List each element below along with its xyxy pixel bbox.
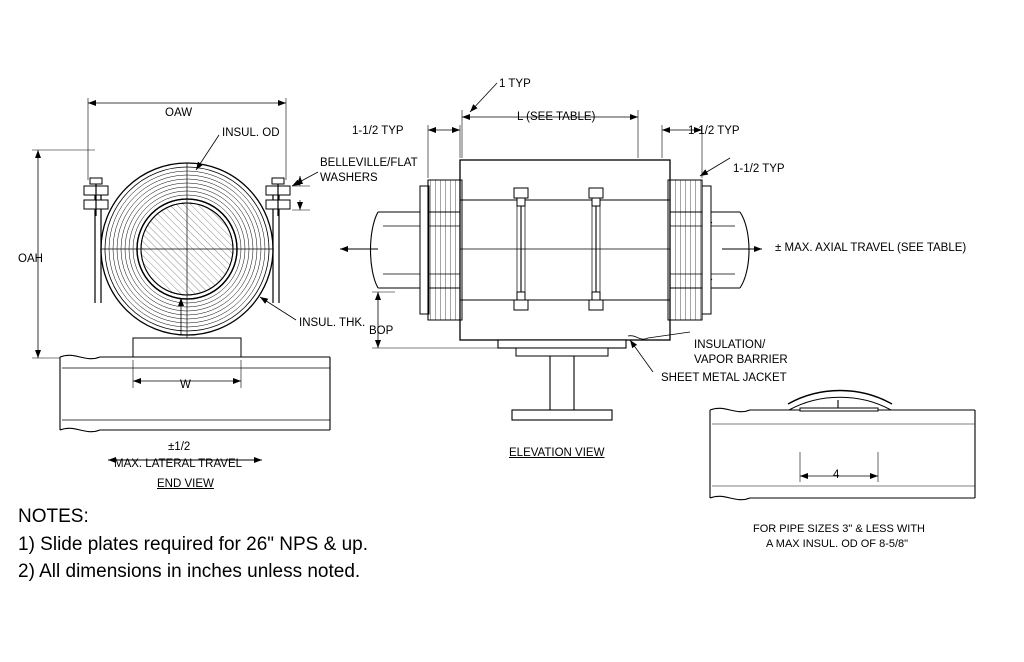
title-elevation-view: ELEVATION VIEW — [509, 447, 605, 459]
notes-item-2: 2) All dimensions in inches unless noted. — [18, 561, 361, 582]
label-sheet-metal-jacket: SHEET METAL JACKET — [661, 372, 787, 384]
label-lateral-travel: MAX. LATERAL TRAVEL — [114, 458, 243, 470]
detail-note-line-2: A MAX INSUL. OD OF 8-5/8" — [766, 538, 909, 550]
dimension-bop: BOP — [369, 325, 394, 337]
notes-heading: NOTES: — [18, 506, 89, 527]
label-insul-od: INSUL. OD — [222, 127, 280, 139]
notes-item-1: 1) Slide plates required for 26" NPS & up. — [18, 534, 368, 555]
dimension-1-5-typ-left: 1-1/2 TYP — [352, 125, 404, 137]
label-axial-travel: ± MAX. AXIAL TRAVEL (SEE TABLE) — [775, 242, 967, 254]
dimension-oaw: OAW — [165, 107, 193, 119]
dimension-1-5-typ-right-top: 1-1/2 TYP — [688, 125, 740, 137]
dimension-oah: OAH — [18, 253, 43, 265]
value-lateral-travel: ±1/2 — [168, 441, 191, 453]
dimension-1-5-typ-right-bottom: 1-1/2 TYP — [733, 163, 785, 175]
dimension-detail-4: 4 — [833, 469, 840, 481]
detail-view-geometry — [710, 391, 975, 500]
label-insulation: INSULATION/ — [694, 339, 766, 351]
label-insul-thk: INSUL. THK. — [299, 317, 366, 329]
end-view-geometry — [32, 98, 330, 460]
label-washers: WASHERS — [320, 172, 378, 184]
label-vapor-barrier: VAPOR BARRIER — [694, 354, 788, 366]
dimension-1-typ: 1 TYP — [499, 78, 531, 90]
label-belleville: BELLEVILLE/FLAT — [320, 157, 418, 169]
dimension-l-see-table: L (SEE TABLE) — [517, 111, 596, 123]
dimension-w: W — [180, 379, 191, 391]
detail-note-line-1: FOR PIPE SIZES 3" & LESS WITH — [753, 523, 925, 535]
title-end-view: END VIEW — [157, 478, 214, 490]
